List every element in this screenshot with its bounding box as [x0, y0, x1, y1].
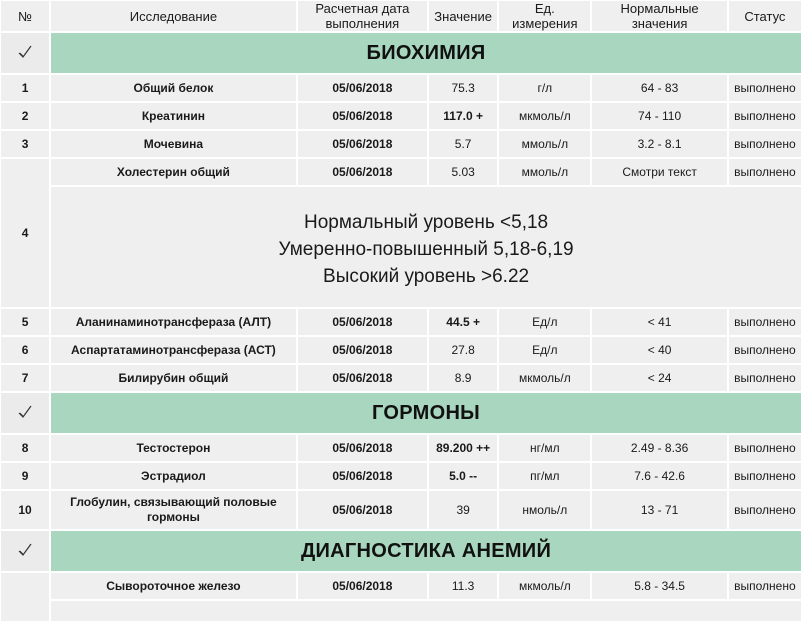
section-title: ГОРМОНЫ	[51, 393, 801, 433]
row-range: < 24	[592, 365, 726, 391]
row-date: 05/06/2018	[298, 103, 427, 129]
check-icon	[17, 542, 33, 558]
row-value: 5.7	[429, 131, 497, 157]
table-row	[1, 573, 801, 599]
row-test: Билирубин общий	[51, 365, 296, 391]
row-unit: пг/мл	[499, 463, 590, 489]
section-title: ДИАГНОСТИКА АНЕМИЙ	[51, 531, 801, 571]
col-status-header: Статус	[729, 1, 801, 31]
row-unit: мкмоль/л	[499, 365, 590, 391]
row-test: Тестостерон	[51, 435, 296, 461]
section-check-cell[interactable]	[1, 33, 49, 73]
row-range: 13 - 71	[592, 491, 726, 529]
row-status: выполнено	[729, 463, 801, 489]
note-line: Нормальный уровень <5,18	[303, 211, 549, 233]
row-date: 05/06/2018	[298, 463, 427, 489]
row-test: Глобулин, связывающий половые гормоны	[51, 491, 296, 529]
table-row	[1, 131, 801, 157]
row-test: Аспартатаминотрансфераза (АСТ)	[51, 337, 296, 363]
row-test: Эстрадиол	[51, 463, 296, 489]
row-status: выполнено	[729, 337, 801, 363]
table-row	[1, 309, 801, 335]
table-row	[1, 365, 801, 391]
row-value: 44.5 +	[429, 309, 497, 335]
row-date: 05/06/2018	[298, 435, 427, 461]
row-value: 5.0 --	[429, 463, 497, 489]
row-num	[1, 573, 49, 621]
cholesterol-note	[51, 187, 801, 307]
row-num: 4	[1, 159, 49, 307]
row-status: выполнено	[729, 573, 801, 599]
row-range: 64 - 83	[592, 75, 726, 101]
row-range: 7.6 - 42.6	[592, 463, 726, 489]
note-line: Высокий уровень >6.22	[323, 265, 530, 287]
table-row	[1, 103, 801, 129]
row-unit: мкмоль/л	[499, 103, 590, 129]
row-num: 8	[1, 435, 49, 461]
row-unit: ммоль/л	[499, 159, 590, 185]
row-status: выполнено	[729, 75, 801, 101]
row-date: 05/06/2018	[298, 131, 427, 157]
check-icon	[17, 404, 33, 420]
filler-row	[1, 601, 801, 621]
table-row	[1, 491, 801, 529]
table-row	[1, 463, 801, 489]
row-status: выполнено	[729, 435, 801, 461]
col-date-header: Расчетная дата выполнения	[298, 1, 427, 31]
row-test: Мочевина	[51, 131, 296, 157]
row-test: Холестерин общий	[51, 159, 296, 185]
row-test: Общий белок	[51, 75, 296, 101]
row-num: 9	[1, 463, 49, 489]
table-row	[1, 75, 801, 101]
check-icon	[17, 44, 33, 60]
section-title: БИОХИМИЯ	[51, 33, 801, 73]
row-unit: нг/мл	[499, 435, 590, 461]
section-check-cell[interactable]	[1, 393, 49, 433]
row-range: 5.8 - 34.5	[592, 573, 726, 599]
row-date: 05/06/2018	[298, 365, 427, 391]
row-unit: нмоль/л	[499, 491, 590, 529]
row-range: Смотри текст	[592, 159, 726, 185]
row-range: 74 - 110	[592, 103, 726, 129]
row-unit: ммоль/л	[499, 131, 590, 157]
row-num: 6	[1, 337, 49, 363]
row-unit: Ед/л	[499, 309, 590, 335]
row-date: 05/06/2018	[298, 75, 427, 101]
row-unit: г/л	[499, 75, 590, 101]
col-value-header: Значение	[429, 1, 497, 31]
row-value: 5.03	[429, 159, 497, 185]
row-test: Сывороточное железо	[51, 573, 296, 599]
row-unit: Ед/л	[499, 337, 590, 363]
row-status: выполнено	[729, 159, 801, 185]
section-hormones	[1, 393, 801, 433]
col-num-header: №	[1, 1, 49, 31]
table-header	[1, 1, 801, 31]
note-line: Умеренно-повышенный 5,18-6,19	[278, 238, 574, 260]
row-unit: мкмоль/л	[499, 573, 590, 599]
row-value: 8.9	[429, 365, 497, 391]
row-range: < 40	[592, 337, 726, 363]
row-value: 27.8	[429, 337, 497, 363]
row-range: 3.2 - 8.1	[592, 131, 726, 157]
section-check-cell[interactable]	[1, 531, 49, 571]
row-range: < 41	[592, 309, 726, 335]
row-date: 05/06/2018	[298, 159, 427, 185]
row-date: 05/06/2018	[298, 337, 427, 363]
table-row	[1, 159, 801, 185]
row-status: выполнено	[729, 365, 801, 391]
col-unit-header: Ед. измерения	[499, 1, 590, 31]
row-num: 3	[1, 131, 49, 157]
table-row	[1, 337, 801, 363]
col-test-header: Исследование	[51, 1, 296, 31]
row-date: 05/06/2018	[298, 573, 427, 599]
row-test: Креатинин	[51, 103, 296, 129]
row-value: 89.200 ++	[429, 435, 497, 461]
row-num: 2	[1, 103, 49, 129]
row-value: 11.3	[429, 573, 497, 599]
row-status: выполнено	[729, 131, 801, 157]
cholesterol-note-row	[1, 187, 801, 307]
col-range-header: Нормальные значения	[592, 1, 726, 31]
row-num: 1	[1, 75, 49, 101]
row-num: 5	[1, 309, 49, 335]
row-status: выполнено	[729, 491, 801, 529]
table-row	[1, 435, 801, 461]
row-value: 75.3	[429, 75, 497, 101]
row-date: 05/06/2018	[298, 491, 427, 529]
section-anemia	[1, 531, 801, 571]
row-test: Аланинаминотрансфераза (АЛТ)	[51, 309, 296, 335]
row-num: 10	[1, 491, 49, 529]
filler-cell	[51, 601, 801, 621]
row-range: 2.49 - 8.36	[592, 435, 726, 461]
row-status: выполнено	[729, 103, 801, 129]
row-date: 05/06/2018	[298, 309, 427, 335]
section-biochem	[1, 33, 801, 73]
row-status: выполнено	[729, 309, 801, 335]
row-num: 7	[1, 365, 49, 391]
row-value: 39	[429, 491, 497, 529]
row-value: 117.0 +	[429, 103, 497, 129]
